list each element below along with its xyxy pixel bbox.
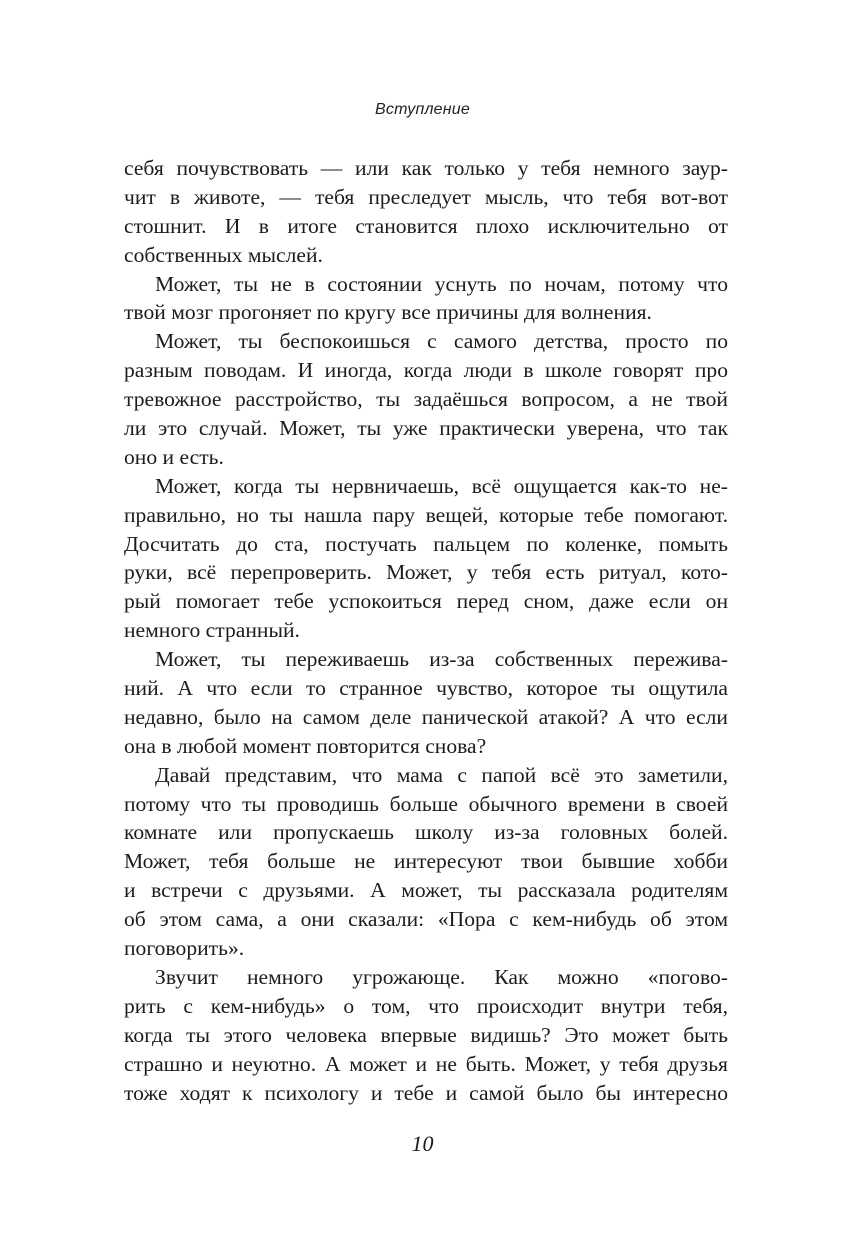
text-line: об этом сама, а они сказали: «Пора с кем-нибудь об этом	[124, 907, 728, 932]
text-line: она в любой момент повторится снова?	[124, 733, 487, 758]
text-line: рый помогает тебе успокоиться перед сном, даже если он	[124, 589, 728, 614]
text-line: чит в животе, — тебя преследует мысль, что тебя вот-вот	[124, 184, 728, 209]
text-line: руки, всё перепроверить. Может, у тебя есть ритуал, кото-	[124, 560, 728, 585]
paragraph	[124, 472, 728, 645]
text-line: Может, ты не в состоянии уснуть по ночам, потому что	[155, 271, 728, 296]
paragraph	[124, 761, 728, 963]
paragraph	[124, 963, 728, 1107]
text-line: твой мозг прогоняет по кругу все причины для волнения.	[124, 300, 652, 325]
text-line: страшно и неуютно. А может и не быть. Может, у тебя друзья	[124, 1051, 728, 1076]
text-line: немного странный.	[124, 618, 300, 643]
text-line: Может, тебя больше не интересуют твои бывшие хобби	[124, 849, 728, 874]
text-line: и встречи с друзьями. А может, ты рассказала родителям	[124, 878, 728, 903]
text-line: Досчитать до ста, постучать пальцем по коленке, помыть	[124, 531, 728, 556]
running-head: Вступление	[375, 101, 470, 118]
paragraph	[124, 154, 728, 270]
paragraph	[124, 645, 728, 761]
text-line: ли это случай. Может, ты уже практически уверена, что так	[124, 416, 728, 441]
text-line: Может, когда ты нервничаешь, всё ощущается как-то не-	[155, 473, 728, 498]
text-line: правильно, но ты нашла пару вещей, которые тебе помогают.	[124, 502, 728, 527]
text-line: Звучит немного угрожающе. Как можно «погово-	[155, 964, 728, 989]
text-line: тревожное расстройство, ты задаёшься вопросом, а не твой	[124, 387, 728, 412]
text-line: Может, ты беспокоишься с самого детства, просто по	[155, 329, 728, 354]
text-line: комнате или пропускаешь школу из-за головных болей.	[124, 820, 728, 845]
page-number: 10	[411, 1131, 434, 1156]
text-line: Давай представим, что мама с папой всё это заметили,	[155, 762, 728, 787]
paragraph	[124, 270, 728, 328]
text-line: рить с кем-нибудь» о том, что происходит внутри тебя,	[124, 993, 728, 1018]
text-line: стошнит. И в итоге становится плохо исключительно от	[124, 213, 728, 238]
body-text	[124, 154, 728, 1107]
text-line: себя почувствовать — или как только у тебя немного заур-	[124, 156, 728, 180]
text-line: тоже ходят к психологу и тебе и самой было бы интересно	[124, 1080, 728, 1105]
text-line: Может, ты переживаешь из-за собственных пережива-	[155, 647, 728, 672]
text-line: собственных мыслей.	[124, 242, 323, 267]
text-line: когда ты этого человека впервые видишь? Это может быть	[124, 1022, 728, 1047]
text-line: потому что ты проводишь больше обычного времени в своей	[124, 791, 728, 816]
text-line: поговорить».	[124, 936, 245, 961]
text-line: оно и есть.	[124, 444, 224, 469]
paragraph	[124, 327, 728, 471]
text-line: разным поводам. И иногда, когда люди в школе говорят про	[124, 358, 728, 383]
text-line: ний. А что если то странное чувство, которое ты ощутила	[124, 676, 728, 701]
text-line: недавно, было на самом деле панической атакой? А что если	[124, 704, 728, 729]
